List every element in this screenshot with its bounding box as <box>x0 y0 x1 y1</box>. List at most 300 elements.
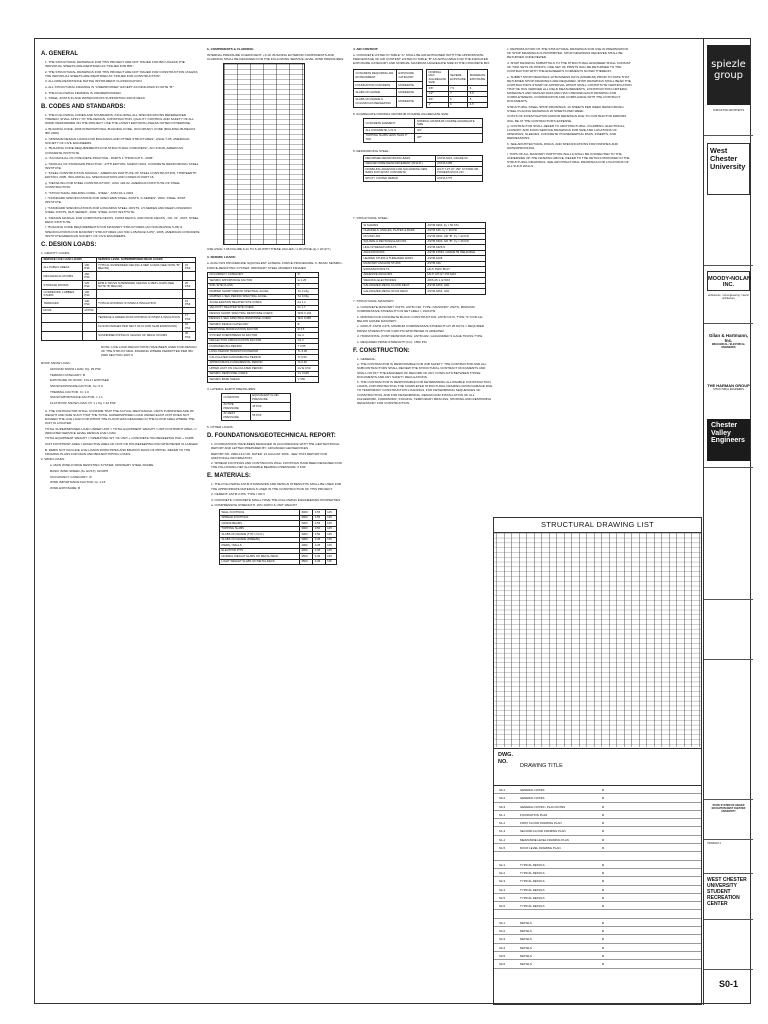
issued-mark: X <box>602 788 604 792</box>
table-cell: SDS 0.192 <box>296 311 319 317</box>
issued-mark: X <box>602 846 604 851</box>
drawing-list-row <box>494 902 701 910</box>
note-item: i. TOPS OF ALL MASONRY PARTITION WALLS SHALL BE CONNECTED TO THE UNDERSIDE OF THE FRAMING ABOVE. REFER TO THE DETAILS PROVIDED IN THE STRUCTURAL DRAWINGS. SEE ARCHITECTURAL DRAWINGS FOR LOCATIONS OF ALL SUCH WALLS. <box>507 151 630 168</box>
table-cell <box>96 272 183 281</box>
drawing-list-row <box>494 894 701 902</box>
table-cell: C <box>296 283 319 289</box>
drawing-list-row <box>494 827 701 835</box>
table-cell: GALVANIZED METAL ROOF DECK <box>362 289 426 295</box>
drawing-title: DETAILS <box>520 920 532 925</box>
table-cell: ALL CONCRETE, U.N.O. <box>364 128 415 134</box>
seismic-row <box>208 377 319 383</box>
table-cell: ROOF <box>42 308 83 314</box>
dwg-no-label: DWG. NO. <box>498 752 513 765</box>
table-cell: ASTM A36, Fy = 36 KSI <box>425 228 485 234</box>
materials-notes <box>207 482 345 507</box>
table-cell: SD1 0.068 <box>296 316 319 322</box>
table-cell: 0.50 <box>313 526 325 532</box>
table-cell: HEADED STUDS & THREADED RODS <box>362 256 426 262</box>
drawing-list-title: STRUCTURAL DRAWING LIST <box>494 520 701 533</box>
table-cell: 5.5 <box>468 91 488 97</box>
drawing-title: DETAILS <box>520 953 532 958</box>
issued-mark: X <box>602 870 604 875</box>
firm-tagline: CONSULTING ARCHITECTS <box>712 109 745 112</box>
drawing-number: S3-5 <box>499 953 506 958</box>
table-cell: EQUIVALENT FLUID PRESSURE <box>250 393 290 402</box>
table-cell: 25 PSF <box>183 281 196 290</box>
gravity-note: NOTE: LIVE LOAD REDUCTIONS HAVE BEEN USED FOR DESIGN OF THE STRUCTURAL FRAMING WHERE PERMITTED PER IBC 2006 SECTION 1607.9 <box>101 344 197 357</box>
components-heading: b. COMPONENTS & CLADDING: <box>207 47 255 51</box>
table-cell: 4000 <box>299 548 312 554</box>
table-cell: OCCUPANCY CATEGORY <box>208 272 296 278</box>
drawing-title: DETAILS <box>520 962 532 967</box>
table-cell: CONCRETE ELEMENT <box>364 119 415 128</box>
drawing-number: S3-6 <box>499 962 506 967</box>
table-cell: ROUND HSS <box>362 234 426 240</box>
drawing-list-row <box>494 811 701 819</box>
note-item: COSTS OF INVESTIGATION AND/OR REDESIGN DUE TO CONTRACTOR ERRORS WILL BE AT THE CONTRACTOR'S EXPENSE. <box>507 114 627 123</box>
components-text: INTERNAL PRESSURE COEFFICIENT: +0.18. BUILDING EXTERIOR COMPONENTS AND CLADDING SHALL BE DESIGNED FOR THE FOLLOWING SERVICE LEVEL WIND PRESSURES: <box>207 53 345 62</box>
table-cell <box>42 331 83 340</box>
table-cell <box>82 313 96 322</box>
drawing-list-row <box>494 869 701 877</box>
table-cell: EPM & TRUSS SUSPENDED CEILING & MEP LOADS (SEE NOTE "B" BELOW) <box>96 281 183 290</box>
table-cell: SEISMIC RESPONSE COEFF. <box>208 371 296 377</box>
table-cell: ACCELERATION RELATED SITE COEFF. <box>208 300 296 306</box>
table-cell: EPOXY COATED REBAR <box>364 176 436 182</box>
table-cell: 100 PSF <box>82 290 96 299</box>
note-item: WIND EXPOSURE: B <box>50 485 81 490</box>
note-item: BASIC WIND SPEED (3s GUST): 90 MPH <box>50 468 109 473</box>
drawing-number: S1-1 <box>499 812 506 817</box>
cve-logo: Chester Valley Engineers <box>707 419 750 461</box>
table-cell <box>183 272 196 281</box>
table-cell: ASTM A500, GR "B", Fy = 42 KSI <box>425 234 485 240</box>
gravity-loads-subheading: 1. GRAVITY LOADS: <box>41 250 70 255</box>
drawing-title: SECOND FLOOR FRAMING PLAN <box>520 829 566 834</box>
table-cell: AT REST PRESSURE <box>222 411 251 420</box>
project-title: WEST CHESTER UNIVERSITY STUDENT RECREATION CENTER <box>707 877 747 907</box>
note-item: SNOW IMPORTANCE FACTOR, I: 1.1 <box>50 395 103 400</box>
note-item: b. MORTAR FOR CONCRETE BLOCK CONSTRUCTION: ASTM C270, TYPE "S" FOR ALL BELOW GRADE MASONRY. <box>357 314 484 323</box>
lateral-row <box>222 393 291 402</box>
drawing-title: MEZZANINE LEVEL FRAMING PLAN <box>520 837 569 842</box>
table-cell: 145 <box>325 532 336 538</box>
table-cell: ASTM A653, G60 <box>425 283 485 289</box>
table-cell: 35 PCF <box>250 402 290 411</box>
table-header: SERVICE LIVE LOAD LOADS <box>42 257 97 263</box>
table-cell: MODERATE EXPOSURE <box>468 70 488 86</box>
structural-steel-heading: 7. STRUCTURAL STEEL: <box>353 216 389 221</box>
drawing-number: S1-2 <box>499 821 506 826</box>
table-cell: V 350 <box>296 377 319 383</box>
gravity-load-row <box>42 281 196 290</box>
table-cell: 0.45 <box>313 548 325 554</box>
table-cell: 4000 <box>299 532 312 538</box>
note-item: REPORT NO. 2009-1417.00. DATED: 21 AUGUST 2009 - SEE THAT REPORT FOR ADDITIONAL INFORMATION. <box>211 451 328 460</box>
lateral-pressure-heading: 4. LATERAL EARTH PRESSURES: <box>207 386 256 391</box>
table-cell: Ωo 3 <box>296 333 319 339</box>
note-item: B. DEBIS NOT INCLUDE LIVE LOADS FROM PIPES AND BRANCH RUNS OF PIPING. REFER TO THE FRAMING PLANS FOR MAIN AND BRANCH PIPING LOADS. <box>45 447 191 456</box>
table-cell: SEVERE EXPOSURE <box>448 70 468 86</box>
note-item: STRUCTURAL STEEL SHOP DRAWINGS: 10 SHEETS PER WEEK REINFORCING STEEL PLACING DRAWINGS 20 SHEETS PER WEEK <box>507 104 624 113</box>
issued-mark: X <box>602 887 604 892</box>
table-cell: 145 <box>325 543 336 549</box>
issued-mark: X <box>602 945 604 950</box>
concrete-row <box>220 559 337 565</box>
table-cell: 15 PSF <box>183 263 196 272</box>
table-cell: ASTM F1554, GRADE 55 WELDABLE <box>425 250 485 256</box>
table-cell: HIGH STRENGTH BOLTS <box>362 245 426 251</box>
note-item: i. "STANDARD SPECIFICATIONS FOR OPEN WEB STEEL JOISTS, K-SERIES", 2002, STEEL JOIST INSTITUTE. <box>45 196 186 205</box>
table-cell: W SHAPES <box>362 223 426 229</box>
table-cell: ELEVATOR PITS <box>220 548 300 554</box>
note-item: THERMAL FACTOR, Ct: 1.0 <box>50 389 89 394</box>
drawing-number: S3-3 <box>499 937 506 942</box>
components-note: USE ASCE 7-05 FIGURE 6-11 TO 6-18 WITH THESE VALUES / 1.00 ZONE (a) = 20 (FT.) <box>207 247 331 252</box>
table-cell: SQUARE & RECTANGULAR HSS <box>362 239 426 245</box>
aggregate-heading: 5. AGGREGATE NOMINAL MAXIMUM COARSE AGGREGATE SIZE: <box>353 112 449 117</box>
table-cell: 145 <box>325 548 336 554</box>
gravity-loads-table <box>41 257 196 341</box>
aggregate-size-table <box>363 118 483 143</box>
table-cell: ASTM A36 <box>425 261 485 267</box>
steel-row <box>362 289 486 295</box>
table-cell: TL 6.00 <box>296 349 319 355</box>
table-cell: SLABS ON GRADE & COLUMN HOUSEKEEPING <box>354 96 397 108</box>
table-cell: III <box>296 272 319 278</box>
drawing-list-row <box>494 786 701 794</box>
table-cell: 0.45 <box>313 537 325 543</box>
general-heading: A. GENERAL <box>41 51 79 57</box>
note-item: 1. GENERAL: <box>357 356 377 361</box>
drawing-title: TYPICAL DETAILS <box>520 879 545 884</box>
table-cell: 55 PCF <box>250 411 290 420</box>
note-item: d. "ACI MANUAL OF CONCRETE PRACTICE - PARTS 1 THROUGH 6 - 2008". <box>45 156 155 161</box>
table-cell: 3/4" <box>415 128 483 134</box>
wind-load-list <box>41 463 201 489</box>
table-cell: ASTM A500, GR "B", Fy = 46 KSI <box>425 239 485 245</box>
issued-mark: X <box>602 962 604 967</box>
note-item: k. "DESIGN MANUAL FOR COMPOSITE DECKS, FORM DECKS, AND ROOF DECKS - NO. 31", 2007, STEEL DECK INSTITUTE. <box>45 215 199 224</box>
note-item: 1. THE FOLLOWING ASTM STANDARDS AND DESIGN STRENGTHS SHALL BE USED FOR THE APPROPRIATE MATERIALS USED IN THE CONSTRUCTION OF THIS PROJECT. <box>211 482 342 491</box>
table-cell: LIGHT WEIGHT SLABS ON METAL DECK <box>220 559 300 565</box>
air-table-a-row <box>354 96 423 108</box>
note-item: a. COMPRESSIVE STRENGTH, W/C RATIO & UNIT WEIGHT <box>211 503 298 508</box>
table-cell: TERRACES <box>42 299 83 308</box>
drawing-title: TYPICAL DETAILS <box>520 870 545 875</box>
snow-load-list <box>41 367 201 405</box>
table-cell: 5 <box>468 97 488 103</box>
table-cell <box>96 290 183 299</box>
engineer-block <box>707 329 750 375</box>
drawing-number: S1-3 <box>499 829 506 834</box>
table-cell: GALVANIZED METAL FLOOR DECK <box>362 283 426 289</box>
gravity-load-row <box>42 290 196 299</box>
table-cell: 0.50 <box>313 532 325 538</box>
table-cell: 4000 <box>299 543 312 549</box>
lateral-row <box>222 402 291 411</box>
project-number: 700300210.1 <box>707 842 721 845</box>
table-cell: ASTM A653, G60 <box>425 289 485 295</box>
notes-column-4 <box>503 47 633 347</box>
table-cell: 145 <box>325 554 336 560</box>
gravity-load-row <box>42 299 196 308</box>
note-item: c. REPRODUCTION OF THE STRUCTURAL DRAWINGS FOR USE IN PREPARATION OF SHOP DRAWINGS IS PROHIBITED. SHOP DRAWINGS RECEIVED SHALL BE RETURNED UNREVIEWED. <box>507 47 628 60</box>
drawing-title: DETAILS <box>520 929 532 934</box>
table-cell: 17 PSF <box>183 313 196 322</box>
table-cell: SEISMIC IMPORTANCE FACTOR <box>208 278 296 284</box>
table-cell: ASTM A615, GRADE 60 <box>435 156 482 162</box>
note-item: h. "STRUCTURAL WELDING CODE - STEEL", ANSI D1.1-2004 <box>45 190 134 195</box>
drawing-title: DETAILS <box>520 937 532 942</box>
note-item: EXPOSURE OF ROOF: FULLY EXPOSED <box>50 378 110 383</box>
table-cell: ADHESIVE ANCHORS <box>362 272 426 278</box>
issued-mark: X <box>602 829 604 834</box>
table-cell: Cs 0.045 <box>296 371 319 377</box>
drawing-list-row <box>494 861 701 869</box>
table-cell: NOMINAL MAX AGGREGATE SIZE <box>427 70 449 86</box>
table-cell: ASTM A775 <box>435 176 482 182</box>
table-cell: 30 PSF <box>183 331 196 340</box>
gravity-load-row <box>42 331 196 340</box>
note-item: b. THE FOLLOWING FRAMING IS UNFIREPROOFED: <box>45 90 122 95</box>
concrete-strength-table <box>219 509 337 565</box>
table-cell: SLABS ON GRADE (FREEZE) <box>220 537 300 543</box>
table-cell: CALCULATED FUNDAMENTAL PERIOD <box>208 355 296 361</box>
drawing-list-row <box>494 935 701 943</box>
table-cell <box>42 322 83 331</box>
spiezle-logo-text: spiezle group <box>711 59 746 81</box>
table-cell: 3500 <box>299 554 312 560</box>
table-cell: CORRIDORS, LOBBIES, STAIRS <box>42 290 83 299</box>
masonry-notes <box>353 305 493 344</box>
foundations-heading: D. FOUNDATIONS/GEOTECHNICAL REPORT: <box>207 432 336 439</box>
table-cell: 3000 <box>299 515 312 521</box>
components-pressure-table <box>223 63 305 245</box>
table-cell: TOPPING SLABS LESS THAN 3" THK <box>364 133 415 142</box>
table-cell: WELDING ELECTRODES <box>362 278 426 284</box>
wind-heading: 2. WIND LOADS: <box>41 457 65 462</box>
note-item: c. "BUILDING CODE REQUIREMENTS FOR STRUCTURAL CONCRETE", ACI 318-05, AMERICAN CONCRETE INSTITUTE. <box>45 146 183 155</box>
note-item: TOTAL SUPERIMPOSED LOAD UNDER UNIT = TOTAL EQUIPMENT WEIGHT / UNIT FOOTPRINT AREA <= INDICATED SERVICE LEVEL DESIGN LIVE LOAD <box>45 426 197 435</box>
table-cell: DOWELING ADHESIVE FOR ANCHORING NEW BARS INTO EXIST CONCRETE <box>364 167 436 176</box>
air-entrainment-table-a <box>353 69 423 108</box>
issued-mark: X <box>602 812 604 817</box>
table-cell: MODERATE <box>396 89 422 96</box>
drawing-title: GENERAL NOTES / PLAN NOTES <box>520 804 566 809</box>
harman-sub: STRUCTURAL ENGINEERS <box>713 388 744 391</box>
rebar-row <box>364 167 483 176</box>
issued-mark: X <box>602 929 604 934</box>
codes-notes <box>41 113 201 237</box>
table-cell: ASTM A185 <box>435 161 482 167</box>
note-item: g. CONTRACTOR SHALL REFER TO ARCHITECTURAL, PLUMBING, ELECTRICAL, LAUNDRY AND FOOD SERVICE DRAWINGS FOR SIZE AND LOCATIONS OF OPENINGS, SLEEVES, CONCRETE HOUSEKEEPING PADS, INSERTS, AND DEPRESSIONS. <box>507 124 626 141</box>
air-content-text: a. CONCRETE LISTED IN TABLE "A" SHALL BE AIR-ENTRAINED WITH THE APPROPRIATE PERCENTAGE OF AIR CONTENT LISTED IN TABLE "B" AS APPLICABLE FOR THE INDICATED EXPOSURE CATEGORY AND NOMINAL MAXIMUM AGGREGATE SIZE IN THE CONCRETE MIX. <box>353 53 491 66</box>
table-cell: ASTM A325-N <box>425 245 485 251</box>
table-cell: VELOCITY RELATED SITE COEFF. <box>208 305 296 311</box>
table-cell: 6 <box>468 86 488 92</box>
table-cell: 15 PSF <box>183 299 196 308</box>
drawing-list-row <box>494 803 701 811</box>
table-cell: 0.45 <box>313 559 325 565</box>
client-logo: West Chester University <box>707 143 750 195</box>
table-cell: WELDED WIRE REINFORCEMENT (W.W.R.) <box>364 161 436 167</box>
engineer-name: Gilan & Hartmann, Inc. <box>708 333 749 343</box>
design-loads-heading: C. DESIGN LOADS: <box>41 241 97 248</box>
drawing-title: TYPICAL DETAILS <box>520 862 545 867</box>
note-item: g. "DETAILING FOR STEEL CONSTRUCTION", AISC 126-02, AMERICAN INSTITUTE OF STEEL CONSTRUCTION. <box>45 181 181 190</box>
harman-name: THE HARMAN GROUP <box>707 383 750 388</box>
foundation-notes <box>207 442 345 470</box>
mechanical-unit-notes <box>41 409 201 456</box>
drawing-title: TYPICAL DETAILS <box>520 895 545 900</box>
table-cell: SEISMIC DESIGN CATEGORY <box>208 322 296 328</box>
drawing-number: S0-2 <box>499 796 506 801</box>
drawing-list-row <box>494 919 701 927</box>
rebar-row <box>364 176 483 182</box>
table-cell: CuTa 0.50 <box>296 366 319 372</box>
table-cell: AWS A5.1, E70XX <box>425 278 485 284</box>
construction-notes <box>353 357 493 405</box>
note-item: e. "MANUAL OF STANDARD PRACTICE", 27TH EDITION, MARCH 2001, CONCRETE REINFORCING STEEL INSTITUTE. <box>45 161 199 170</box>
other-loads-heading: 5. OTHER LOADS: <box>207 424 234 429</box>
drawing-number: S1-5 <box>499 846 506 851</box>
drawing-title: GENERAL NOTES <box>520 788 545 792</box>
air-table-a-row <box>354 89 423 96</box>
table-cell: 0.45 <box>313 543 325 549</box>
drawing-list-row <box>494 886 701 894</box>
aggregate-row <box>364 119 483 128</box>
general-notes <box>41 60 201 100</box>
table-cell: NOMINAL MAXIMUM COARSE AGGREGATE SIZE <box>415 119 483 128</box>
table-cell: 3/8" <box>415 133 483 142</box>
table-cell: MAPPED 1 SEC PERIOD SPECTRAL ACCEL. <box>208 294 296 300</box>
table-cell: SEISMIC BASE SHEAR <box>208 377 296 383</box>
table-cell: MASONRY ANCHOR STUDS <box>362 261 426 267</box>
table-cell: 145 <box>325 515 336 521</box>
table-cell: DESIGN 1 SEC SPECTRAL RESPONSE COEFF. <box>208 316 296 322</box>
issued-mark: X <box>602 895 604 900</box>
note-item: d. HORIZONTAL JOINT REINFORCING: ASTM A82, GALVANIZED 9 GAGE TRUSS-TYPE <box>357 334 483 339</box>
seismic-heading: 3. SEISMIC LOADS: <box>207 255 236 260</box>
drawing-list-row <box>494 877 701 885</box>
table-cell: CHANNELS, ANGLES, PLATES & BARS <box>362 228 426 234</box>
table-cell: 145 <box>325 521 336 527</box>
gravity-load-row <box>42 272 196 281</box>
note-item: c. GROUT: ASTM C476, MINIMUM COMPRESSIVE STRENGTH AT 28 DAYS = REQUIRED PRISM STRENGTH OR 3,000 PSI WHICHEVER IS GREATER. <box>357 324 485 333</box>
table-cell: 100 PSF <box>82 263 96 272</box>
construction-heading: F. CONSTRUCTION: <box>353 347 410 354</box>
issued-mark: X <box>602 937 604 942</box>
table-cell: GRADE BEAMS <box>220 521 300 527</box>
drawing-list-header <box>494 748 701 786</box>
table-cell: 3/4" <box>427 97 449 103</box>
table-cell: Ie 1.25 <box>296 278 319 284</box>
table-cell: SLABS ON GRADE <box>354 89 397 96</box>
note-item: TERRAIN CATEGORY: B <box>50 372 86 377</box>
table-cell: FOUNDATION CONCRETE <box>354 82 397 89</box>
table-cell: ASTM A108 <box>425 256 485 262</box>
drawing-list-row <box>494 844 701 852</box>
drawing-number: S0-1 <box>499 788 506 792</box>
note-item: A. THE CONTRACTOR SHALL CONFIRM THAT THE ACTUAL MECHANICAL UNITS FURNISHED ARE OF WEIGHT AND SIZE SUCH THAT THE TOTAL SUPERIMPOSED LOAD UNDER EACH UNIT DOES NOT EXCEED THE LIVE LOAD FOR WHICH THE FLOOR WAS DESIGNED IN THE FLOOR AREA WHERE THE UNIT IS LOCATED. <box>45 408 195 426</box>
note-item: 1. THE STRUCTURAL DRAWINGS FOR THIS PROJECT ARE NOT ISSUED FOR BID UNLESS THE INDIVIDUAL SHEETS ARE IDENTIFIED AS "ISSUED FOR BID". <box>45 60 185 69</box>
table-cell: MODERATE <box>396 96 422 108</box>
table-cell: T 0.55 <box>296 344 319 350</box>
spiezle-logo <box>707 45 750 105</box>
table-cell: SLABS ON GRADE (TYP. U.N.O.) <box>220 532 300 538</box>
note-item: b. THE CONTRACTOR IS RESPONSIBLE FOR DETERMINING ALLOWABLE CONSTRUCTION LOADS, FOR PROTECTING THE COMPLETED STRUCTURAL FRAMING FROM DAMAGE DUE TO TEMPORARY CONSTRUCTION LOADINGS, FOR DETERMINING SEQUENCES OF CONSTRUCTION, AND FOR DETERMINING, DESIGN AND INSTALLATION OF ALL FALSEWORK, FORMWORK, STAGING, TEMPORARY BRACING, SHORING AND RESHORING NECESSARY FOR CONSTRUCTION. <box>357 380 493 405</box>
note-item: a. MAIN WIND-FORCE RESISTING SYSTEM: ORDINARY STEEL FRAME <box>50 463 154 468</box>
table-cell: DESIGN SHORT SPECTRAL RESPONSE COEFF. <box>208 311 296 317</box>
lateral-row <box>222 411 291 420</box>
table-cell: SUSPENDED PIPING IN CEILING OF MECH. ROOMS <box>96 331 183 340</box>
table-cell: STORAGE ROOMS <box>42 281 83 290</box>
table-cell: HILTI KWIK BOLT <box>425 267 485 273</box>
drawing-number: S2-1 <box>499 862 506 867</box>
air-content-table-b <box>426 69 488 108</box>
table-cell: 0.55 <box>313 521 325 527</box>
table-cell: 4000 <box>299 537 312 543</box>
note-item: GROUND SNOW LOAD, Pg: 25 PSF <box>50 367 102 372</box>
drawing-list-row <box>494 794 701 802</box>
table-cell: 7.5 <box>448 86 468 92</box>
note-item: 3. CONCRETE: CONCRETE SHALL HAVE THE FOLLOWING ENGINEERING PROPERTIES <box>211 497 341 502</box>
air-content-heading: 4. AIR CONTENT: <box>353 47 379 51</box>
drawing-title-label: DRAWING TITLE <box>520 763 563 769</box>
gravity-load-row <box>42 322 196 331</box>
note-item: 2. SPREAD FOOTINGS AND CONTINUOUS WALL FOOTINGS HAVE BEEN DESIGNED FOR THE FOLLOWING NET ALLOWABLE BEARING PRESSURE: 3 KSF <box>211 461 342 470</box>
table-cell: S1 0.06g <box>296 294 319 300</box>
aggregate-row <box>364 133 483 142</box>
air-table-b-row <box>427 70 488 86</box>
notes-column-1 <box>41 47 201 997</box>
drawing-title: TYPICAL DETAILS <box>520 904 545 909</box>
note-item: a. BUILDING CODE: 2006 INTERNATIONAL BUILDING CODE, OCCUPANCY CODE (BUILDING BUREAUS IBC 2006) <box>45 127 196 136</box>
issued-mark: X <box>602 796 604 801</box>
table-cell: 3000 <box>299 510 312 516</box>
table-cell: HILTI HIT-HY 150 MAX <box>425 272 485 278</box>
table-cell: 145 <box>325 537 336 543</box>
submittal-notes <box>503 47 633 168</box>
masonry-heading: 7. STRUCTURAL MASONRY: <box>353 298 395 303</box>
drawing-list-row <box>494 910 701 918</box>
note-item: f. "STEEL CONSTRUCTION MANUAL", AMERICAN INSTITUTE OF STEEL CONSTRUCTION, THIRTEENTH EDITION, 2005, INCLUDING ALL SPECIFICATIONS AND CODES IN PART 16. <box>45 171 197 180</box>
drawing-title: GENERAL NOTES <box>520 796 545 801</box>
table-cell: 6 <box>448 97 468 103</box>
table-cell: 100 PSF <box>82 299 96 308</box>
drawing-list-row <box>494 819 701 827</box>
table-cell: NORMAL WEIGHT SLABS ON METAL DECK <box>220 554 300 560</box>
reinforcing-steel-table <box>363 155 483 182</box>
table-cell: WALL FOOTINGS <box>220 510 300 516</box>
note-item: l. "BUILDING CODE REQUIREMENTS FOR MASONRY STRUCTURES (ACI 530-05/ASCE 5-05) & SPECIFICATIONS FOR MASONRY STRUCTURES (ACI 530.1-05/ASCE 6-05)", 2005, AMERICAN CONCRETE INSTITUTE/AMERICAN SOCIETY OF CIVIL ENGINEERS. <box>45 225 200 238</box>
note-item: j. "STANDARD SPECIFICATIONS FOR LONGSPAN STEEL JOISTS, LH-SERIES AND DEEP LONGSPAN STEEL JOISTS, DLH-SERIES", 2002, STEEL JOIST INSTITUTE. <box>45 206 192 215</box>
architect-logo: MOODY•NOLAN INC. <box>707 271 750 291</box>
note-item: e. REQUIRED PRISM STRENGTH (f'm): 1500 PSI <box>357 339 427 344</box>
air-table-b-row <box>427 102 488 108</box>
note-item: a. CONCRETE MASONRY UNITS: ASTM C90, TYPE I MASONRY UNITS, MINIMUM COMPRESSIVE STRENGTH ON NET AREA = 1900 PSI. <box>357 305 475 314</box>
drawing-list-row <box>494 852 701 860</box>
drawing-title: FIRST FLOOR FRAMING PLAN <box>520 821 562 826</box>
drawing-title: TYPICAL DETAILS <box>520 887 545 892</box>
table-cell: ALL PUBLIC AREAS <box>42 263 83 272</box>
table-cell: ASTM A992, Fy = 50 KSI <box>425 223 485 229</box>
table-cell: FUNDAMENTAL PERIOD <box>208 344 296 350</box>
drawing-list-row <box>494 836 701 844</box>
drawing-list-row <box>494 952 701 960</box>
